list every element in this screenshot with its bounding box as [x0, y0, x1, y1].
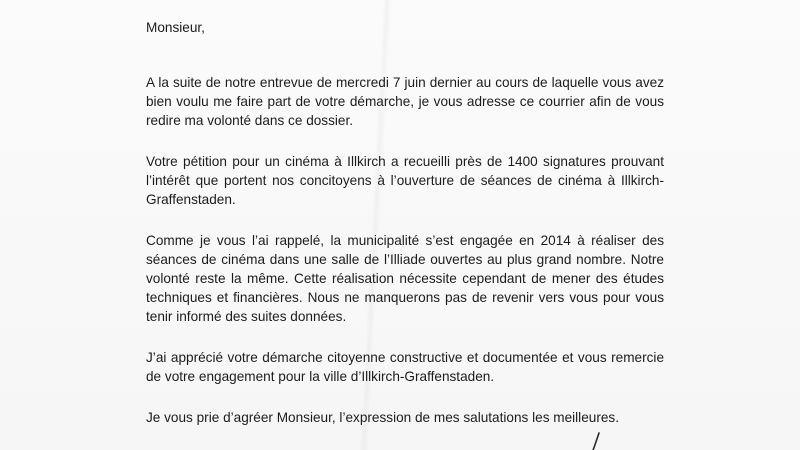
salutation: Monsieur, [146, 20, 205, 35]
paragraph-petition: Votre pétition pour un cinéma à Illkirch a recueilli près de 1400 signatures prouvant l’intérêt que portent nos concitoyens à l’ouverture de séances de cinéma à Illkirch-Graffenstaden. [146, 154, 664, 207]
paragraph-appreciation: J’ai apprécié votre démarche citoyenne constructive et documentée et vous remercie de votre engagement pour la ville d’Illkirch-Graffenstaden. [146, 350, 664, 384]
paragraph-commitment: Comme je vous l’ai rappelé, la municipalité s’est engagée en 2014 à réaliser des séances de cinéma dans une salle de l’Illiade ouvertes au plus grand nombre. Notre volonté reste la même. Cette réalisation nécessite cependant de mener des études techniques et financières. Nous ne manquerons pas de revenir vers vous pour vous tenir informé des suites données. [146, 233, 664, 324]
paragraph-closing: Je vous prie d’agréer Monsieur, l’expression de mes salutations les meilleures. [146, 410, 619, 425]
letter-body [146, 17, 664, 427]
signature-icon [586, 432, 606, 450]
paragraph-meeting: A la suite de notre entrevue de mercredi 7 juin dernier au cours de laquelle vous avez bien voulu me faire part de votre démarche, je vous adresse ce courrier afin de vous redire ma volonté dans ce dossier. [146, 75, 664, 128]
